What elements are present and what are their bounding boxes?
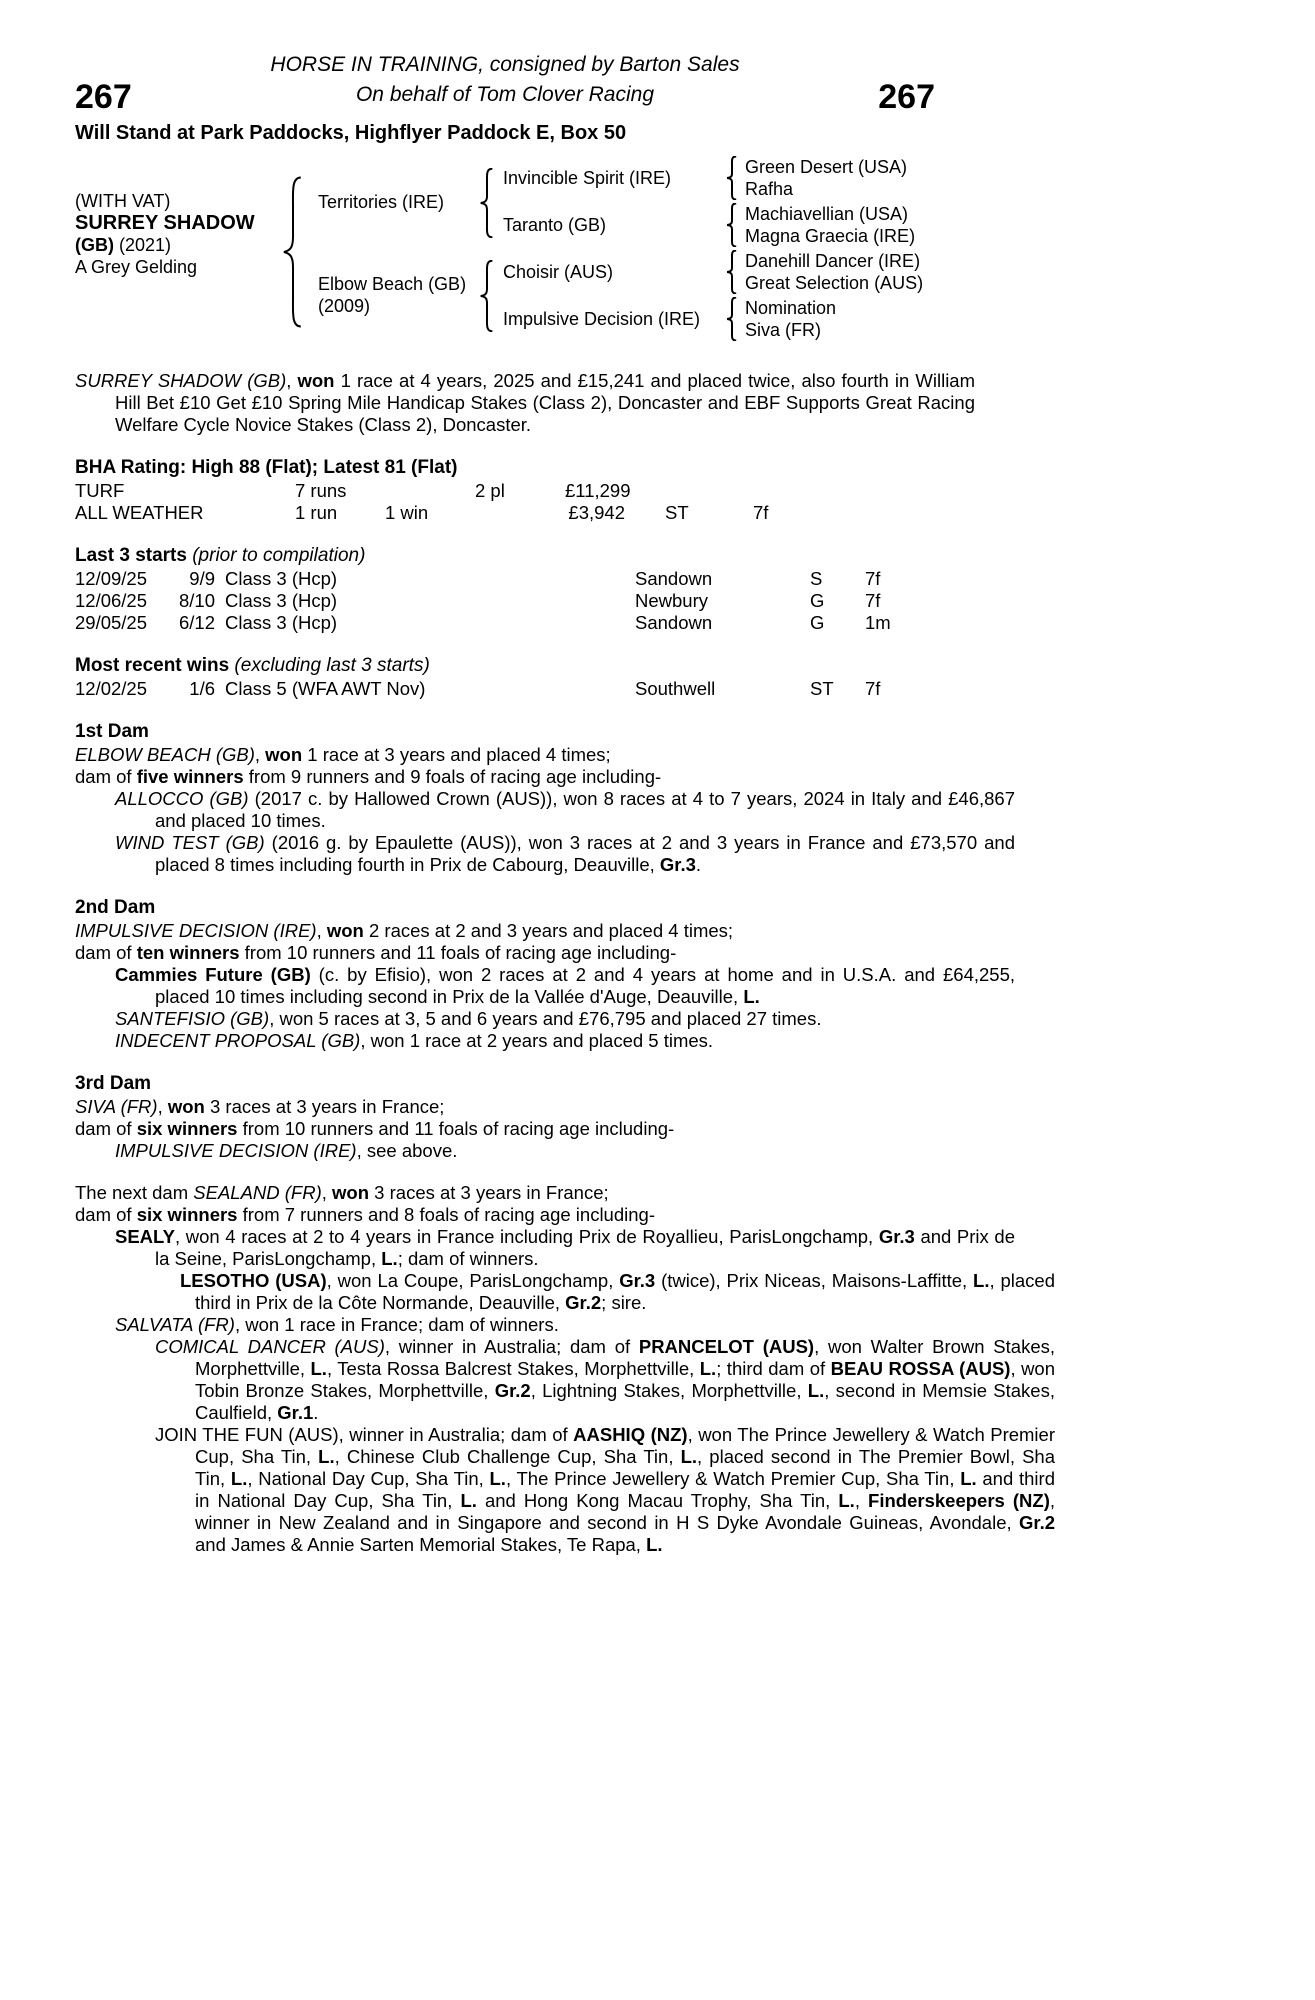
race-class: Class 5 (WFA AWT Nov) [225, 678, 426, 699]
last-starts-subtitle: (prior to compilation) [186, 545, 366, 566]
dam-name: Elbow Beach (GB) [318, 274, 467, 294]
dam-record: IMPULSIVE DECISION (IRE), won 2 races at 2 and 3 years and placed 4 times; [75, 920, 734, 941]
racecourse: Sandown [635, 568, 713, 589]
first-dam-section [75, 720, 1016, 876]
runs-value: 1 run [295, 502, 338, 523]
next-dam-section [75, 1182, 1056, 1556]
race-date: 12/02/25 [75, 678, 148, 699]
distance-value: 7f [865, 678, 881, 699]
brace-icon [478, 260, 496, 332]
lot-number-right: 267 [878, 78, 935, 116]
win-row [75, 678, 935, 700]
produce-entry: COMICAL DANCER (AUS), winner in Australia; dam of PRANCELOT (AUS), won Walter Brown Stakes, Morphettville, L., Testa Rossa Balcrest Stakes, Morphettville, L.; third dam of BEAU ROSSA (AUS), won Tobin Bronze Stakes, Morphettville, Gr.2, Lightning Stakes, Morphettville, L., second in Memsie Stakes, Caulfield, Gr.1. [155, 1336, 1056, 1423]
recent-wins-subtitle: (excluding last 3 starts) [229, 655, 430, 676]
dam-produce-summary: dam of ten winners from 10 runners and 11 foals of racing age including- [75, 942, 677, 963]
last-starts-section [75, 544, 935, 634]
produce-entry: SANTEFISIO (GB), won 5 races at 3, 5 and 6 years and £76,795 and placed 27 times. [115, 1008, 822, 1029]
distance-value: 7f [865, 568, 881, 589]
produce-entry: SALVATA (FR), won 1 race in France; dam of winners. [115, 1314, 559, 1335]
racecourse: Newbury [635, 590, 708, 611]
race-class: Class 3 (Hcp) [225, 612, 338, 633]
dam-year: (2009) [318, 296, 371, 316]
second-dam-section [75, 896, 1015, 1052]
grandsire-name: Invincible Spirit (IRE) [503, 168, 672, 188]
stats-row [75, 480, 935, 502]
race-class: Class 3 (Hcp) [225, 590, 338, 611]
dam-produce-summary: dam of six winners from 10 runners and 11 foals of racing age including- [75, 1118, 675, 1139]
race-class: Class 3 (Hcp) [225, 568, 338, 589]
horse-year: (2021) [114, 235, 172, 255]
ancestor-name: Danehill Dancer (IRE) [745, 251, 921, 271]
stand-location-line: Will Stand at Park Paddocks, Highflyer Paddock E, Box 50 [75, 122, 627, 144]
third-dam-section [75, 1072, 935, 1162]
dam-record: ELBOW BEACH (GB), won 1 race at 3 years and placed 4 times; [75, 744, 611, 765]
ancestor-name: Siva (FR) [745, 320, 821, 340]
consignor-line: HORSE IN TRAINING, consigned by Barton Sales [270, 53, 740, 76]
brace-icon [725, 203, 739, 247]
wins-value [385, 480, 475, 502]
race-date: 29/05/25 [75, 612, 148, 633]
start-row [75, 612, 935, 634]
brace-icon [478, 168, 496, 238]
going-value: ST [810, 678, 834, 699]
going-value: S [810, 568, 823, 589]
recent-wins-title: Most recent wins [75, 655, 230, 676]
ancestor-name: Rafha [745, 179, 794, 199]
surface-label: TURF [75, 480, 125, 501]
places-value [475, 502, 565, 524]
produce-entry: INDECENT PROPOSAL (GB), won 1 race at 2 years and placed 5 times. [115, 1030, 714, 1051]
horse-description: A Grey Gelding [75, 257, 198, 277]
produce-entry: SEALY, won 4 races at 2 to 4 years in France including Prix de Royallieu, ParisLongchamp, Gr.3 and Prix de la Seine, ParisLongchamp, L.; dam of winners. [115, 1226, 1015, 1269]
start-row [75, 590, 935, 612]
race-date: 12/09/25 [75, 568, 148, 589]
dam-record: SIVA (FR), won 3 races at 3 years in France; [75, 1096, 445, 1117]
wins-value: 1 win [385, 502, 429, 523]
places-value: 2 pl [475, 480, 505, 501]
third-dam-heading: 3rd Dam [75, 1073, 152, 1094]
produce-entry: IMPULSIVE DECISION (IRE), see above. [115, 1140, 458, 1161]
brace-icon [725, 250, 739, 294]
dam-produce-summary: dam of five winners from 9 runners and 9 foals of racing age including- [75, 766, 662, 787]
produce-entry: LESOTHO (USA), won La Coupe, ParisLongchamp, Gr.3 (twice), Prix Niceas, Maisons-Laffitte, L., placed third in Prix de la Côte Normande, Deauville, Gr.2; sire. [180, 1270, 1056, 1313]
brace-icon [280, 176, 306, 328]
behalf-line: On behalf of Tom Clover Racing [355, 83, 655, 106]
earnings-value: £11,299 [565, 480, 631, 501]
ancestor-name: Machiavellian (USA) [745, 204, 909, 224]
runs-value: 7 runs [295, 480, 347, 501]
catalog-page [75, 0, 1056, 1556]
race-summary: SURREY SHADOW (GB), won 1 race at 4 years, 2025 and £15,241 and placed twice, also fourth in William Hill Bet £10 Get £10 Spring Mile Handicap Stakes (Class 2), Doncaster and EBF Supports Great Racing Welfare Cycle Novice Stakes (Class 2), Doncaster. [75, 370, 975, 435]
distance-value: 7f [753, 502, 769, 523]
produce-entry: JOIN THE FUN (AUS), winner in Australia; dam of AASHIQ (NZ), won The Prince Jewellery & Watch Premier Cup, Sha Tin, L., Chinese Club Challenge Cup, Sha Tin, L., placed second in The Premier Bowl, Sha Tin, L., National Day Cup, Sha Tin, L., The Prince Jewellery & Watch Premier Cup, Sha Tin, L. and third in National Day Cup, Sha Tin, L. and Hong Kong Macau Trophy, Sha Tin, L., Finderskeepers (NZ), winner in New Zealand and in Singapore and second in H S Dyke Avondale Guineas, Avondale, Gr.2 and James & Annie Sarten Memorial Stakes, Te Rapa, L. [155, 1424, 1056, 1555]
brace-icon [725, 297, 739, 341]
surface-label: ALL WEATHER [75, 502, 204, 523]
produce-entry: ALLOCCO (GB) (2017 c. by Hallowed Crown (AUS)), won 8 races at 4 to 7 years, 2024 in Italy and £46,867 and placed 10 times. [115, 788, 1015, 831]
granddam-name: Impulsive Decision (IRE) [503, 309, 701, 329]
brace-icon [725, 156, 739, 200]
earnings-value: £3,942 [568, 502, 625, 523]
dam-record: The next dam SEALAND (FR), won 3 races at 3 years in France; [75, 1182, 609, 1203]
going-value: G [810, 590, 825, 611]
finish-position: 9/9 [189, 568, 215, 589]
pedigree-diagram [75, 152, 935, 350]
horse-name: SURREY SHADOW [75, 212, 255, 234]
finish-position: 1/6 [189, 678, 215, 699]
ancestor-name: Nomination [745, 298, 837, 318]
racecourse: Southwell [635, 678, 716, 699]
going-value: ST [665, 502, 689, 523]
distance-value: 1m [865, 612, 891, 633]
produce-entry: Cammies Future (GB) (c. by Efisio), won 2 races at 2 and 4 years at home and in U.S.A. and £64,255, placed 10 times including second in Prix de la Vallée d'Auge, Deauville, L. [115, 964, 1015, 1007]
racecourse: Sandown [635, 612, 713, 633]
distance-value [740, 480, 935, 502]
last-starts-title: Last 3 starts [75, 545, 187, 566]
finish-position: 8/10 [178, 590, 215, 611]
lot-number-left: 267 [75, 78, 132, 116]
stats-row [75, 502, 935, 524]
distance-value: 7f [865, 590, 881, 611]
going-value: G [810, 612, 825, 633]
ancestor-name: Green Desert (USA) [745, 157, 908, 177]
rating-section [75, 456, 935, 524]
ancestor-name: Magna Graecia (IRE) [745, 226, 916, 246]
horse-country: (GB) [75, 235, 114, 255]
dam-produce-summary: dam of six winners from 7 runners and 8 foals of racing age including- [75, 1204, 655, 1225]
sire-name: Territories (IRE) [318, 192, 445, 212]
second-dam-heading: 2nd Dam [75, 897, 156, 918]
with-vat-label: (WITH VAT) [75, 191, 171, 211]
bha-rating: BHA Rating: High 88 (Flat); Latest 81 (Flat) [75, 457, 458, 478]
granddam-name: Taranto (GB) [503, 215, 607, 235]
start-row [75, 568, 935, 590]
produce-entry: WIND TEST (GB) (2016 g. by Epaulette (AUS)), won 3 races at 2 and 3 years in France and £73,570 and placed 8 times including fourth in Prix de Cabourg, Deauville, Gr.3. [115, 832, 1016, 875]
first-dam-heading: 1st Dam [75, 721, 149, 742]
recent-wins-section [75, 654, 935, 700]
race-date: 12/06/25 [75, 590, 148, 611]
grandsire-name: Choisir (AUS) [503, 262, 614, 282]
going-value [625, 480, 740, 502]
ancestor-name: Great Selection (AUS) [745, 273, 924, 293]
finish-position: 6/12 [178, 612, 215, 633]
